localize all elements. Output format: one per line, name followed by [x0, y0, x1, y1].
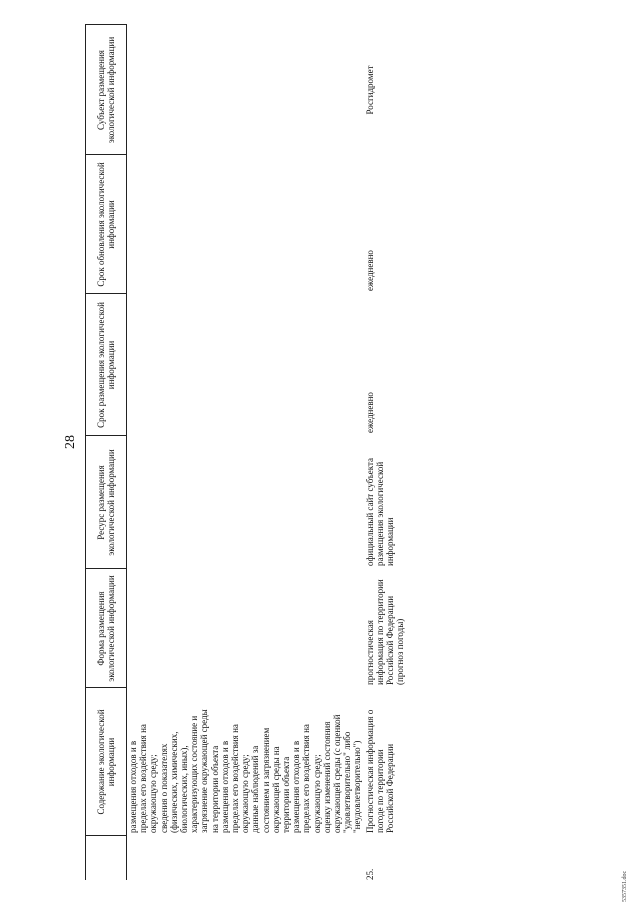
content-line: (физических, химических, [168, 731, 179, 833]
row-content [127, 688, 364, 836]
row-update [127, 155, 364, 294]
table-header-row [86, 25, 127, 880]
row-number: 25. [364, 868, 375, 880]
content-line: пределах его воздействия на [138, 724, 149, 833]
page-number: 28 [63, 435, 78, 449]
footer-file-code: 5357351.doc [622, 870, 628, 902]
content-line: Прогностическая информация о [364, 709, 375, 833]
content-line: окружающей среды (с оценкой [332, 714, 343, 833]
content-line: окружающей среды на [270, 746, 281, 833]
header-term: Срок размещения экологической информации [86, 294, 127, 436]
content-line: "неудовлетворительно") [352, 740, 363, 833]
header-subject: Субъект размещения экологической информации [86, 25, 127, 155]
header-resource: Ресурс размещения экологической информации [86, 436, 127, 569]
content-line: размещения отходов и в [128, 740, 138, 833]
content-line: окружающую среду; [148, 754, 159, 833]
row-term [127, 294, 364, 436]
row-resource: официальный сайт субъекта размещения экологической информации [364, 457, 396, 566]
header-num [86, 836, 127, 880]
table-row [364, 25, 407, 880]
header-update: Срок обновления экологической информации [86, 155, 127, 294]
content-line: размещения отходов и в [291, 740, 302, 833]
row-subject [127, 25, 364, 155]
header-content: Содержание экологической информации [86, 688, 127, 836]
table-row [127, 25, 364, 880]
content-line: пределах его воздействия на [230, 724, 241, 833]
content-line: характеризующих состояние и [189, 715, 200, 833]
row-content [364, 688, 407, 836]
content-line: биологических, иных), [179, 745, 190, 833]
row-update: ежедневно [364, 250, 375, 291]
content-line: окружающую среду; [311, 754, 322, 833]
row-term: ежедневно [364, 392, 375, 433]
header-form: Форма размещения экологической информации [86, 569, 127, 688]
row-form: прогностическая информация по территории Российской Федерации (прогноз погоды) [364, 579, 406, 685]
content-line: оценку изменений состояния [321, 721, 332, 833]
content-line: территории объекта [281, 756, 292, 833]
row-resource [127, 436, 364, 569]
content-line: состоянием и загрязнением [260, 727, 271, 833]
row-subject: Росгидромет [364, 65, 375, 115]
rotated-table-container [85, 25, 545, 880]
content-line: "удовлетворительно" либо [342, 731, 353, 833]
row-number [127, 836, 364, 880]
content-line: Российской Федерации [385, 743, 396, 833]
content-line: окружающую среду; [240, 754, 251, 833]
content-line: размещения отходов и в [219, 740, 230, 833]
environmental-info-table [85, 25, 406, 881]
content-line: на территории объекта [209, 745, 220, 833]
content-line: пределах его воздействия на [301, 724, 312, 833]
row-form [127, 569, 364, 688]
content-line: сведения о показателях [158, 743, 169, 833]
content-line: загрязнение окружающей среды [199, 709, 210, 833]
content-line: данные наблюдений за [250, 745, 261, 833]
content-line: погоде по территории [374, 749, 385, 833]
